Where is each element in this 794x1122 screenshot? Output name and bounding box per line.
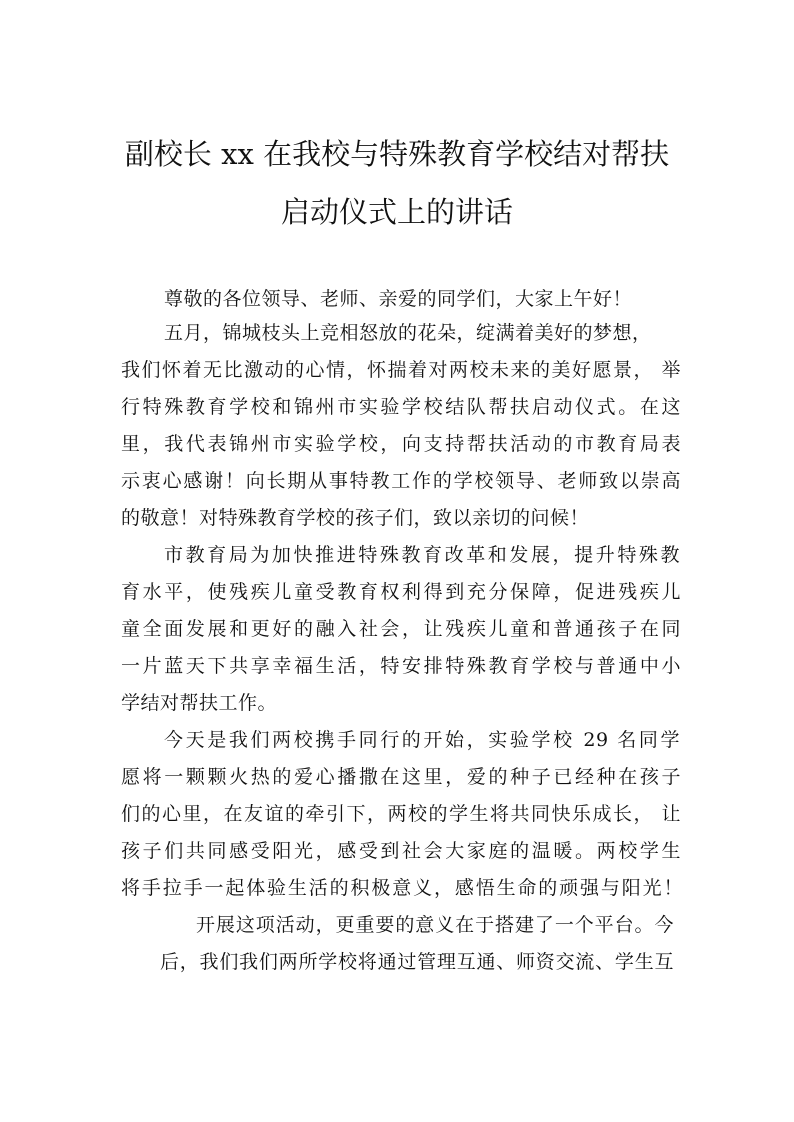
paragraph-3-line-5: 将手拉手一起体验生活的积极意义，感悟生命的顽强与阳光！ [121, 877, 683, 899]
paragraph-2-line-1: 市教育局为加快推进特殊教育改革和发展，提升特殊教 [164, 544, 680, 566]
paragraph-3-line-1: 今天是我们两校携手同行的开始，实验学校 29 名同学 [164, 729, 680, 751]
paragraph-1-line-5: 示衷心感谢！向长期从事特教工作的学校领导、老师致以崇高 [121, 470, 681, 492]
paragraph-4-line-2: 后，我们我们两所学校将通过管理互通、师资交流、学生互 [160, 951, 674, 973]
paragraph-3-line-2: 愿将一颗颗火热的爱心播撒在这里，爱的种子已经种在孩子 [121, 766, 681, 788]
paragraph-1-line-6: 的敬意！对特殊教育学校的孩子们，致以亲切的问候！ [121, 507, 590, 529]
document-title-line-2: 启动仪式上的讲话 [280, 195, 513, 229]
greeting-line: 尊敬的各位领导、老师、亲爱的同学们，大家上午好！ [164, 288, 633, 310]
paragraph-3-line-4: 孩子们共同感受阳光，感受到社会大家庭的温暖。两校学生 [121, 840, 681, 862]
paragraph-1-line-4: 里，我代表锦州市实验学校，向支持帮扶活动的市教育局表 [121, 433, 681, 455]
paragraph-1-line-2: 我们怀着无比激动的心情，怀揣着对两校未来的美好愿景， 举 [121, 359, 681, 381]
paragraph-4-line-1: 开展这项活动，更重要的意义在于搭建了一个平台。今 [196, 914, 674, 936]
document-title-line-1: 副校长 xx 在我校与特殊教育学校结对帮扶 [124, 137, 670, 171]
paragraph-3-line-3: 们的心里，在友谊的牵引下，两校的学生将共同快乐成长， 让 [121, 803, 681, 825]
paragraph-2-line-5: 学结对帮扶工作。 [121, 692, 278, 714]
paragraph-1-line-3: 行特殊教育学校和锦州市实验学校结队帮扶启动仪式。在这 [121, 396, 681, 418]
paragraph-1-line-1: 五月，锦城枝头上竞相怒放的花朵，绽满着美好的梦想， [164, 322, 652, 344]
paragraph-2-line-4: 一片蓝天下共享幸福生活，特安排特殊教育学校与普通中小 [121, 655, 681, 677]
paragraph-2-line-2: 育水平，使残疾儿童受教育权利得到充分保障，促进残疾儿 [121, 581, 681, 603]
paragraph-2-line-3: 童全面发展和更好的融入社会，让残疾儿童和普通孩子在同 [121, 618, 681, 640]
